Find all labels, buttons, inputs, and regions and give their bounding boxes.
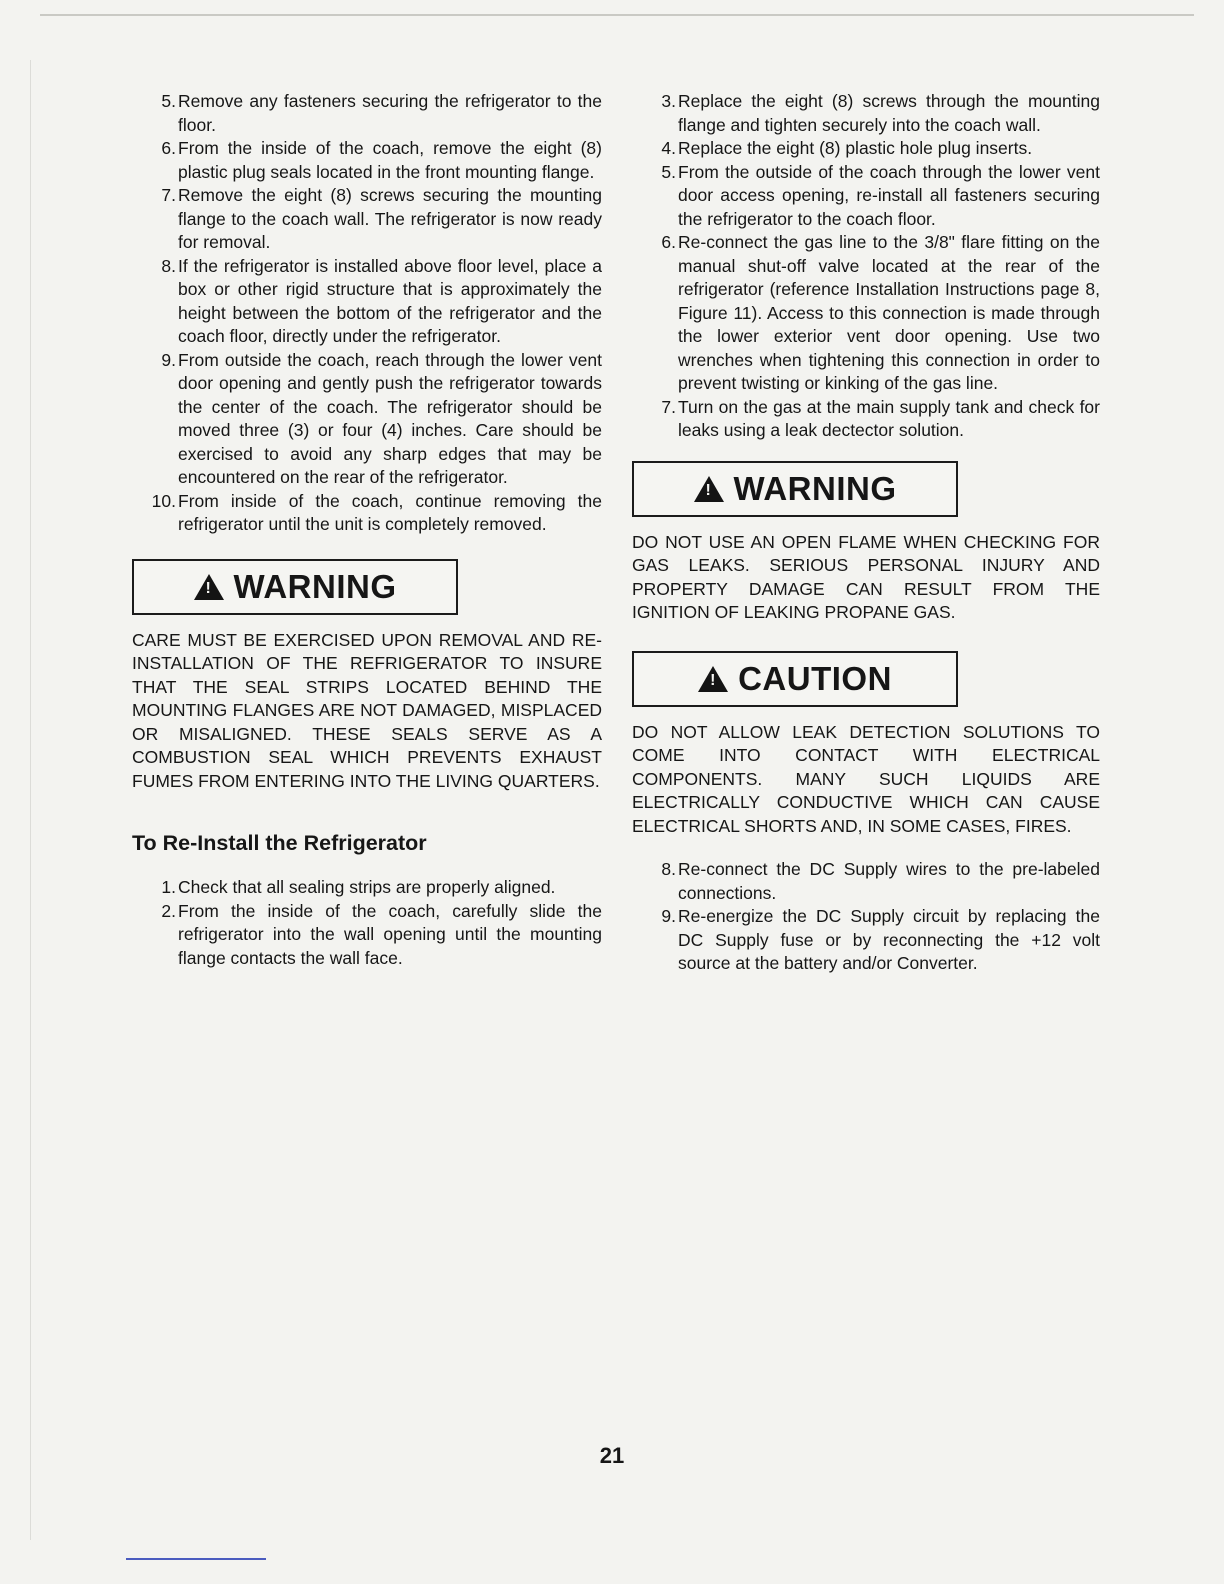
step-text: From the inside of the coach, carefully slide the refrigerator into the wall opening until the mounting flange contacts the wall face. <box>178 900 602 968</box>
list-item <box>632 90 1100 137</box>
list-item <box>132 349 602 490</box>
list-item <box>632 858 1100 905</box>
step-number: 1. <box>161 877 176 897</box>
list-item <box>632 396 1100 443</box>
warning-triangle-icon <box>194 574 224 600</box>
step-number: 6. <box>661 232 676 252</box>
step-number: 9. <box>661 906 676 926</box>
step-number: 5. <box>661 161 676 182</box>
step-number: 6. <box>161 138 176 158</box>
list-item <box>132 255 602 349</box>
list-item <box>632 161 1100 232</box>
list-item <box>132 90 602 137</box>
step-number: 4. <box>661 138 676 158</box>
step-number: 8. <box>661 859 676 879</box>
removal-steps <box>132 90 602 537</box>
step-number: 8. <box>161 255 176 276</box>
right-column <box>632 90 1100 976</box>
caution-title: CAUTION <box>738 659 892 697</box>
step-number: 3. <box>661 91 676 111</box>
caution-box <box>632 651 958 707</box>
warning-title: WARNING <box>733 469 897 507</box>
step-number: 10. <box>151 490 176 511</box>
left-column <box>132 90 602 970</box>
step-text: If the refrigerator is installed above floor level, place a box or other rigid structure that is approximately the height between the bottom of the refrigerator and the coach floor, directly under the refrigerator. <box>178 255 602 346</box>
reinstall-steps <box>132 876 602 970</box>
warning-text: CARE MUST BE EXERCISED UPON REMOVAL AND RE-INSTALLATION OF THE REFRIGERATOR TO INSURE THAT THE SEAL STRIPS LOCATED BEHIND THE MOUNTING FLANGES ARE NOT DAMAGED, MISPLACED OR MISALIGNED. THESE SEALS SERVE AS A COMBUSTION SEAL WHICH PREVENTS EXHAUST FUMES FROM ENTERING INTO THE LIVING QUARTERS. <box>132 629 602 791</box>
page-number: 21 <box>599 1443 625 1468</box>
step-number: 2. <box>161 900 176 921</box>
step-text: Re-energize the DC Supply circuit by replacing the DC Supply fuse or by reconnecting the +12 volt source at the battery and/or Converter. <box>678 906 1100 973</box>
list-item <box>132 137 602 184</box>
step-text: From the inside of the coach, remove the eight (8) plastic plug seals located in the front mounting flange. <box>178 138 602 182</box>
list-item <box>632 231 1100 396</box>
list-item <box>632 905 1100 976</box>
caution-text: DO NOT ALLOW LEAK DETECTION SOLUTIONS TO COME INTO CONTACT WITH ELECTRICAL COMPONENTS. MANY SUCH LIQUIDS ARE ELECTRICALLY CONDUCTIVE WHICH CAN CAUSE ELECTRICAL SHORTS AND, IN SOME CASES, FIRES. <box>632 721 1100 836</box>
step-number: 7. <box>661 396 676 417</box>
reinstall-steps-final <box>632 858 1100 976</box>
top-rule <box>40 14 1194 16</box>
list-item <box>132 490 602 537</box>
list-item <box>132 876 602 900</box>
step-text: Re-connect the gas line to the 3/8" flare fitting on the manual shut-off valve located at the rear of the refrigerator (reference Installation Instructions page 8, Figure 11). Access to this connection is made through the lower exterior vent door opening. Use two wrenches when tightening this connection in order to prevent twisting or kinking of the gas line. <box>678 232 1100 393</box>
warning-title: WARNING <box>233 567 397 605</box>
step-number: 5. <box>161 91 176 111</box>
step-text: From inside of the coach, continue removing the refrigerator until the unit is completely removed. <box>178 490 602 534</box>
step-text: Remove the eight (8) screws securing the mounting flange to the coach wall. The refrigerator is now ready for removal. <box>178 185 602 252</box>
step-number: 7. <box>161 185 176 205</box>
section-heading: To Re-Install the Refrigerator <box>132 831 427 855</box>
step-text: Replace the eight (8) plastic hole plug inserts. <box>678 138 1033 158</box>
reinstall-steps-continued <box>632 90 1100 443</box>
step-text: Turn on the gas at the main supply tank and check for leaks using a leak dectector solution. <box>678 396 1100 440</box>
step-text: Re-connect the DC Supply wires to the pre-labeled connections. <box>678 859 1100 903</box>
warning-box <box>632 461 958 517</box>
warning-text: DO NOT USE AN OPEN FLAME WHEN CHECKING FOR GAS LEAKS. SERIOUS PERSONAL INJURY AND PROPERTY DAMAGE CAN RESULT FROM THE IGNITION OF LEAKING PROPANE GAS. <box>632 531 1100 622</box>
warning-triangle-icon <box>694 476 724 502</box>
scan-edge <box>30 60 31 1540</box>
step-text: Check that all sealing strips are properly aligned. <box>178 877 556 897</box>
step-text: Remove any fasteners securing the refrigerator to the floor. <box>178 91 602 135</box>
step-number: 9. <box>161 349 176 370</box>
warning-box <box>132 559 458 615</box>
step-text: From the outside of the coach through the lower vent door access opening, re-install all fasteners securing the refrigerator to the coach floor. <box>678 161 1100 229</box>
footer-rule <box>126 1558 266 1560</box>
step-text: From outside the coach, reach through the lower vent door opening and gently push the refrigerator towards the center of the coach. The refrigerator should be moved three (3) or four (4) inches. Care should be exercised to avoid any sharp edges that may be encountered on the rear of the refrigerator. <box>178 349 602 487</box>
step-text: Replace the eight (8) screws through the mounting flange and tighten securely into the coach wall. <box>678 91 1100 135</box>
list-item <box>132 900 602 971</box>
warning-triangle-icon <box>698 666 728 692</box>
list-item <box>132 184 602 255</box>
list-item <box>632 137 1100 161</box>
